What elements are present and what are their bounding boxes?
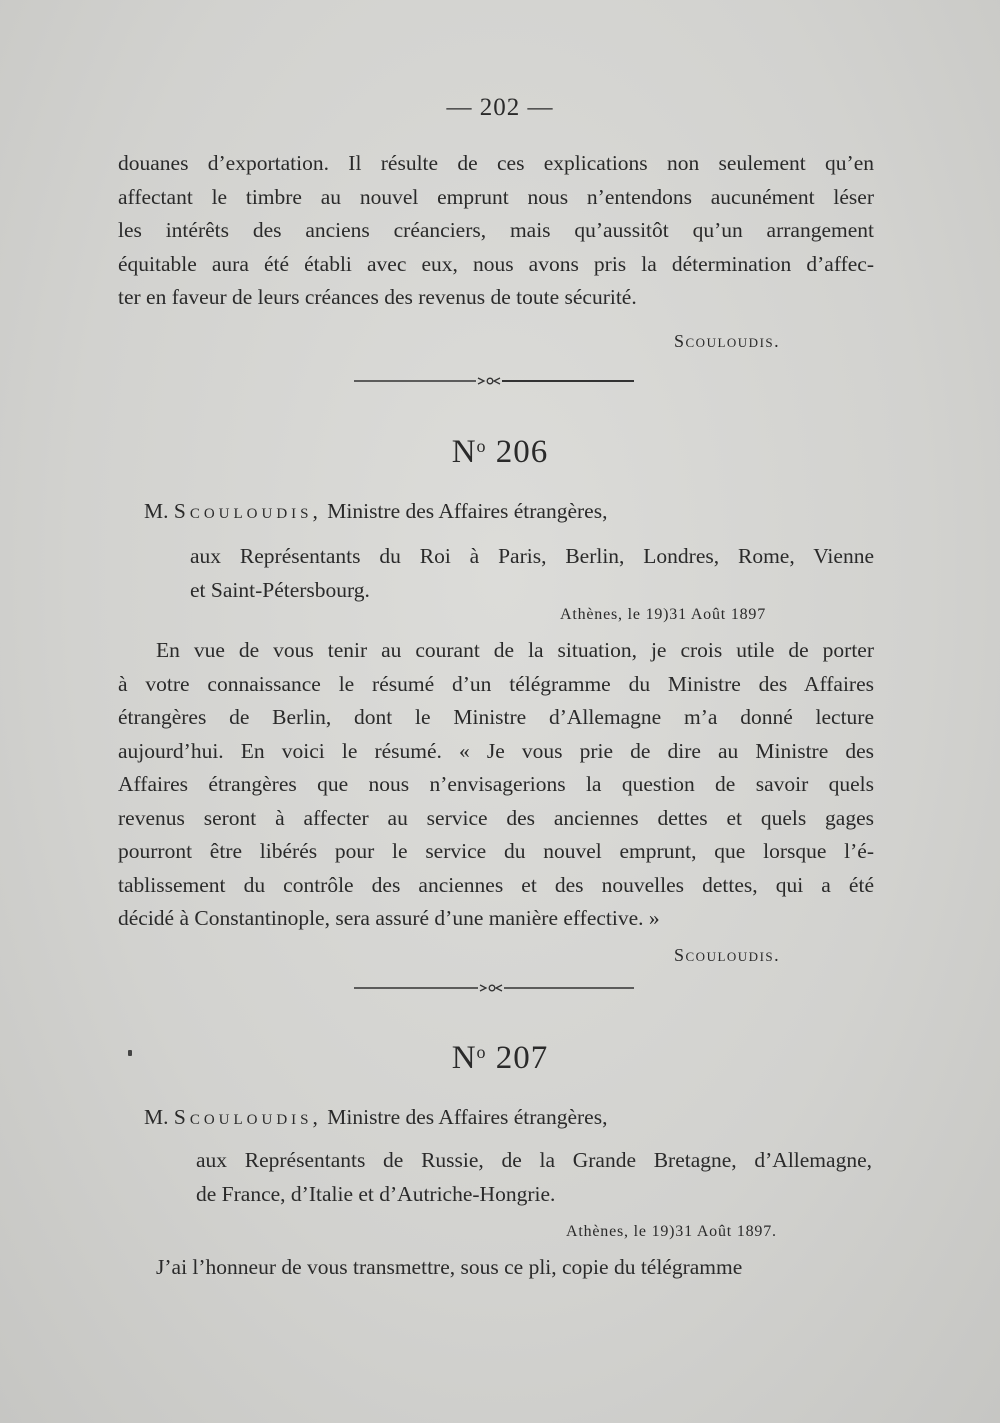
sender-prefix: M. [144, 1105, 169, 1129]
dateline: Athènes, le 19)31 Août 1897. [566, 1223, 777, 1240]
recipients-line: et Saint-Pétersbourg. [190, 578, 370, 602]
number-abbrev-sup: o [476, 436, 487, 456]
continuation-paragraph [118, 147, 874, 315]
text-line: aujourd’hui. En voici le résumé. « Je vous prie de dire au Ministre des [118, 738, 874, 763]
text-line: tablissement du contrôle des anciennes et des nouvelles dettes, qui a été [118, 872, 874, 897]
dateline: Athènes, le 19)31 Août 1897 [560, 606, 767, 623]
sender-line [144, 1101, 607, 1135]
text-line: J’ai l’honneur de vous transmettre, sous ce pli, copie du télégramme [156, 1255, 743, 1279]
document-number-206 [0, 434, 1000, 471]
sender-title: Ministre des Affaires étrangères, [327, 1105, 608, 1129]
number-abbrev-sup: o [476, 1042, 487, 1062]
document-body [118, 1251, 874, 1285]
text-line: étrangères de Berlin, dont le Ministre d’Allemagne m’a donné lecture [118, 705, 874, 729]
text-line: pourront être libérés pour le service du nouvel emprunt, que lorsque l’é- [118, 839, 874, 863]
document-number: 207 [495, 1040, 549, 1076]
document-number-207 [0, 1040, 1000, 1077]
text-line: Affaires étrangères que nous n’envisagerions la question de savoir quels [118, 772, 874, 796]
signature: Scouloudis. [674, 331, 781, 351]
text-line: ter en faveur de leurs créances des revenus de toute sécurité. [118, 285, 637, 309]
document-number: 206 [495, 434, 549, 470]
document-body [118, 634, 874, 936]
text-line: les intérêts des anciens créanciers, mais qu’aussitôt qu’un arrangement [118, 218, 874, 242]
text-line: douanes d’exportation. Il résulte de ces explications non seulement qu’en [118, 151, 874, 175]
sender-title: Ministre des Affaires étrangères, [327, 499, 608, 523]
recipients-line: aux Représentants de Russie, de la Grande Bretagne, d’Allemagne, [196, 1148, 872, 1172]
recipients [190, 539, 874, 607]
text-line: affectant le timbre au nouvel emprunt nous n’entendons aucunément léser [118, 184, 874, 209]
text-line: équitable aura été établi avec eux, nous avons pris la détermination d’affec- [118, 251, 874, 276]
section-divider [354, 375, 634, 387]
sender-name: Scouloudis, [173, 1105, 322, 1129]
section-divider [354, 982, 634, 994]
text-line: revenus seront à affecter au service des anciennes dettes et quels gages [118, 805, 874, 830]
page-number: — 202 — [446, 94, 554, 121]
recipients-line: aux Représentants du Roi à Paris, Berlin, Londres, Rome, Vienne [190, 544, 874, 568]
text-line: En vue de vous tenir au courant de la situation, je crois utile de porter [156, 638, 874, 662]
text-line: à votre connaissance le résumé d’un télégramme du Ministre des Affaires [118, 671, 874, 696]
sender-prefix: M. [144, 499, 169, 523]
number-abbrev: N [451, 1040, 477, 1076]
sender-line [144, 495, 607, 529]
sender-name: Scouloudis, [173, 499, 322, 523]
text-line: décidé à Constantinople, sera assuré d’une manière effective. » [118, 906, 660, 930]
recipients [196, 1143, 872, 1211]
signature: Scouloudis. [674, 945, 781, 965]
number-abbrev: N [451, 434, 477, 470]
recipients-line: de France, d’Italie et d’Autriche-Hongrie. [196, 1182, 556, 1206]
